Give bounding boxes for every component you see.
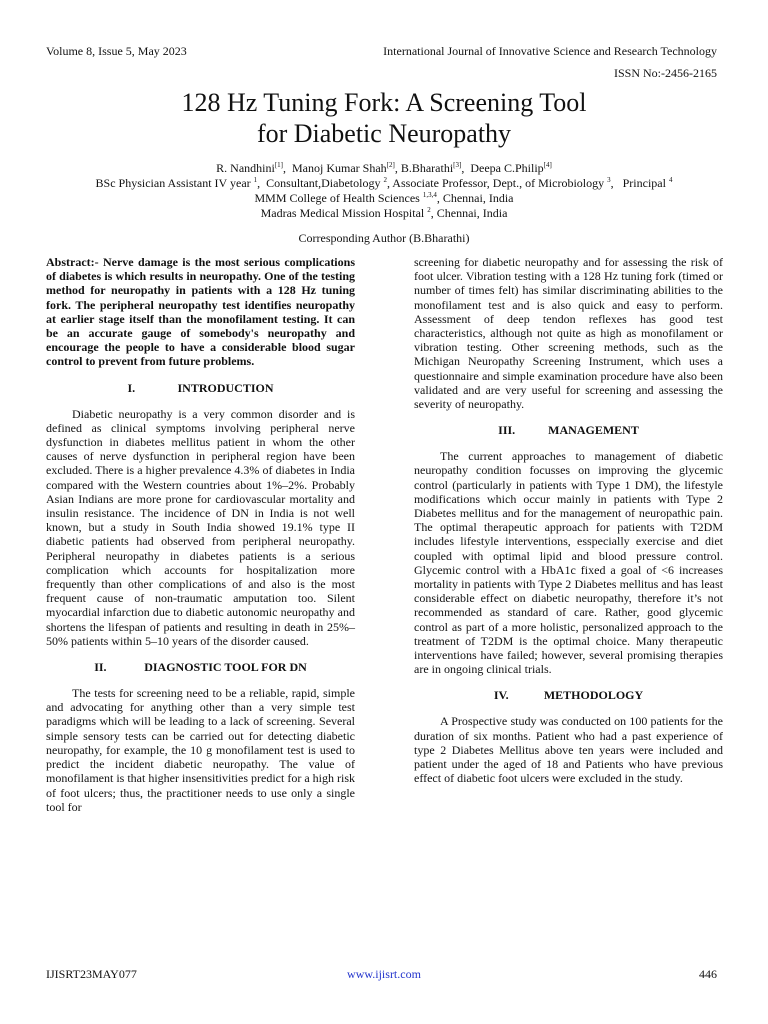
paper-title <box>0 87 768 149</box>
affiliation-role-4-ref: 4 <box>668 176 673 184</box>
author-2-ref: [2] <box>386 161 395 169</box>
diagnostic-text-continued: screening for diabetic neuropathy and for assessing the risk of foot ulcer. Vibration testing with a 128 Hz tuning fork (timed or number of times felt) has similar discriminating abilities to the monofilament test and is also quick and easy to perform. Assessment of deep tendon reflexes has good test characteristics, although not quite as high as monofilament or vibration testing. Other screening methods, such as the Michigan Neuropathy Screening Instrument, which uses a questionnaire and simple examination procedure have also been validated and are very useful for screening and assessing the severity of neuropathy. <box>414 255 723 412</box>
diagnostic-text: The tests for screening need to be a reliable, rapid, simple and advocating for anything other than a very simple test paradigms which will be leading to a lack of screening. Several simple sensory tests can be carried out for detecting diabetic neuropathy, for example, the 10 g monofilament test is used to predict the incident diabetic neuropathy. The value of monofilament is that higher insensitivities predict for a high risk of foot ulcers; thus, the practitioner needs to use only a single tool for <box>46 686 355 814</box>
author-names: R. Nandhini[1], Manoj Kumar Shah[2], B.Bharathi[3], Deepa C.Philip[4] <box>216 161 552 175</box>
affiliation-role-1-ref: 1 <box>253 176 258 184</box>
hospital-ref: 2 <box>427 206 431 214</box>
author-4-ref: [4] <box>543 161 552 169</box>
section-title: DIAGNOSTIC TOOL FOR DN <box>144 660 307 675</box>
section-heading-methodology <box>414 688 723 702</box>
college-ref: 1,3,4 <box>422 191 437 199</box>
author-2: Manoj Kumar Shah <box>292 161 387 175</box>
affiliation-hospital <box>0 206 768 221</box>
section-title: MANAGEMENT <box>548 423 639 438</box>
author-block <box>0 161 768 221</box>
section-heading-introduction <box>46 381 355 395</box>
corresponding-author: Corresponding Author (B.Bharathi) <box>298 231 470 245</box>
paper-title-line-1: 128 Hz Tuning Fork: A Screening Tool <box>181 88 587 117</box>
introduction-text: Diabetic neuropathy is a very common disorder and is defined as clinical symptoms involving peripheral nerve dysfunction in diabetes mellitus patient in whom the other causes of nerve dysfunction in peripheral region have been excluded. There is a higher prevalence 4.3% of diabetes in India compared with the Western countries about 1%–2%. Probably Asian Indians are more prone for cardiovascular mortality and insulin resistance. The incidence of DN in India is not well known, but a study in South India showed 19.1% type II diabetic patients had observed from peripheral neuropathy. Peripheral neuropathy in diabetes patients is a serious complication which accounts for hospitalization more frequently than other complications of and also is the most frequent cause of non-traumatic amputation too. Silent myocardial infarction due to diabetic autonomic neuropathy and shortens the lifespan of patients and resulting in death in 25%–50% patients within 5–10 years of the disorder caused. <box>46 406 355 648</box>
affiliation-role-4: Principal <box>622 176 669 190</box>
journal-name: International Journal of Innovative Science and Research Technology <box>383 44 717 58</box>
volume-issue: Volume 8, Issue 5, May 2023 <box>46 44 187 58</box>
section-number: III. <box>498 423 516 438</box>
section-number: II. <box>94 660 107 675</box>
issn-number: ISSN No:-2456-2165 <box>613 66 717 80</box>
affiliation-role-3-ref: 3 <box>607 176 611 184</box>
affiliation-college <box>0 191 768 206</box>
page-number: 446 <box>699 967 717 981</box>
college-name: MMM College of Health Sciences <box>254 191 423 205</box>
hospital-location: , Chennai, India <box>430 206 508 220</box>
affiliation-role-2-ref: 2 <box>383 176 387 184</box>
paper-title-line-2: for Diabetic Neuropathy <box>256 119 512 148</box>
footer-link-wrap <box>0 967 768 981</box>
left-column <box>46 255 355 814</box>
section-heading-diagnostic-tool <box>46 660 355 674</box>
affiliation-roles: BSc Physician Assistant IV year $^1$, Consultant,Diabetology $^2$, Associate Professor, Dept., of Microbiology $^3$, Principal $^4$ <box>95 176 673 190</box>
management-text: The current approaches to management of diabetic neuropathy condition focusses on improving the glycemic control (particularly in patients with Type 1 DM), the lifestyle modifications which occur mainly in patients with Type 2 Diabetes mellitus and for the management of neuropathic pain. The optimal therapeutic approach for patients with T2DM includes lifestyle interventions, esspecially exercise and diet coupled with optimal lipid and blood pressure control. Glycemic control with a HbA1c fixed a goal of <6 increases mortality in patients with Type 2 Diabetes mellitus and has least considerable effect on diabetic neuropathy, therefore it’s not recommended as standard of care. Rather, good glycemic control as part of a more holistic, personalized approach to the treatment of T2DM is the optimal choice. Many therapeutic interventions have failed; however, several promising therapies are in ongoing clinical trials. <box>414 449 723 677</box>
author-3: B.Bharathi <box>400 161 454 175</box>
author-1-ref: [1] <box>274 161 283 169</box>
affiliation-role-2: Consultant,Diabetology <box>266 176 384 190</box>
journal-website-link[interactable]: www.ijisrt.com <box>347 967 421 981</box>
methodology-text: A Prospective study was conducted on 100 patients for the duration of six months. Patient who had a past experience of type 2 Diabetes Mellitus above ten years were included and patient under the aged of 18 and Patients who have previous effect of diabetic foot ulcers were excluded in the study. <box>414 714 723 786</box>
author-4: Deepa C.Philip <box>470 161 544 175</box>
author-1: R. Nandhini <box>216 161 275 175</box>
abstract: Abstract:- Nerve damage is the most serious complications of diabetes is which results in neuropathy. One of the testing method for neuropathy in patients with a 128 Hz tuning fork. The peripheral neuropathy test identifies neuropathy at earlier stage itself than the monofilament testing. It can be an accurate gauge of somebody's neuropathy and encourage the people to have a considerable blood sugar control to prevent from future problems. <box>46 255 355 369</box>
college-location: , Chennai, India <box>436 191 514 205</box>
article-code: IJISRT23MAY077 <box>46 967 137 981</box>
section-title: METHODOLOGY <box>543 688 644 703</box>
author-3-ref: [3] <box>453 161 462 169</box>
right-column <box>414 255 723 786</box>
affiliation-role-1: BSc Physician Assistant IV year <box>95 176 254 190</box>
section-number: I. <box>127 380 136 395</box>
hospital-name: Madras Medical Mission Hospital <box>260 206 428 220</box>
affiliation-role-3: , Associate Professor, Dept., of Microbiology <box>386 176 608 190</box>
section-number: IV. <box>493 688 509 703</box>
section-title: INTRODUCTION <box>177 380 274 395</box>
section-heading-management <box>414 423 723 437</box>
